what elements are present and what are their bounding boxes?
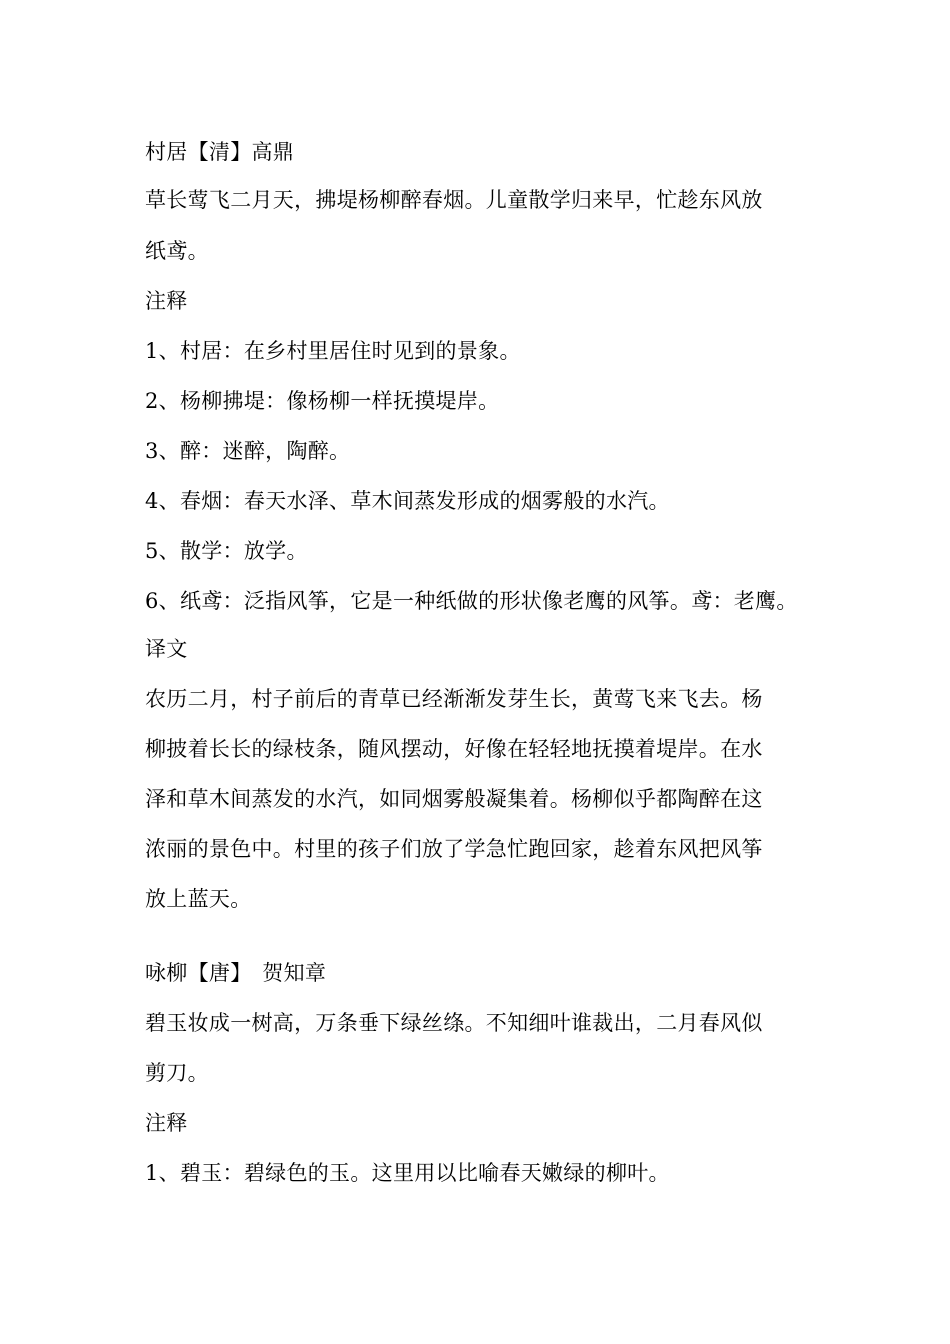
poem-text-line: 纸鸢。	[145, 239, 209, 263]
note-item: 5、散学：放学。	[145, 539, 308, 563]
note-item: 3、醉：迷醉，陶醉。	[145, 439, 351, 463]
poem-text-line: 草长莺飞二月天，拂堤杨柳醉春烟。儿童散学归来早，忙趁东风放	[145, 188, 763, 212]
note-item: 6、纸鸢：泛指风筝，它是一种纸做的形状像老鹰的风筝。鸢：老鹰。	[145, 589, 798, 613]
note-item: 1、碧玉：碧绿色的玉。这里用以比喻春天嫩绿的柳叶。	[145, 1161, 670, 1185]
notes-heading: 注释	[145, 289, 188, 313]
translation-line: 浓丽的景色中。村里的孩子们放了学急忙跑回家，趁着东风把风筝	[145, 837, 763, 861]
poem-title: 村居【清】高鼎	[145, 140, 295, 164]
poem-text-line: 剪刀。	[145, 1061, 209, 1085]
poem-title: 咏柳【唐】 贺知章	[145, 961, 327, 985]
translation-line: 柳披着长长的绿枝条，随风摆动，好像在轻轻地抚摸着堤岸。在水	[145, 737, 763, 761]
translation-line: 放上蓝天。	[145, 887, 252, 911]
translation-line: 农历二月，村子前后的青草已经渐渐发芽生长，黄莺飞来飞去。杨	[145, 687, 763, 711]
note-item: 2、杨柳拂堤：像杨柳一样抚摸堤岸。	[145, 389, 500, 413]
translation-line: 泽和草木间蒸发的水汽，如同烟雾般凝集着。杨柳似乎都陶醉在这	[145, 787, 763, 811]
translation-heading: 译文	[145, 637, 188, 661]
note-item: 4、春烟：春天水泽、草木间蒸发形成的烟雾般的水汽。	[145, 489, 670, 513]
notes-heading: 注释	[145, 1111, 188, 1135]
poem-text-line: 碧玉妆成一树高，万条垂下绿丝绦。不知细叶谁裁出，二月春风似	[145, 1011, 763, 1035]
note-item: 1、村居：在乡村里居住时见到的景象。	[145, 339, 521, 363]
